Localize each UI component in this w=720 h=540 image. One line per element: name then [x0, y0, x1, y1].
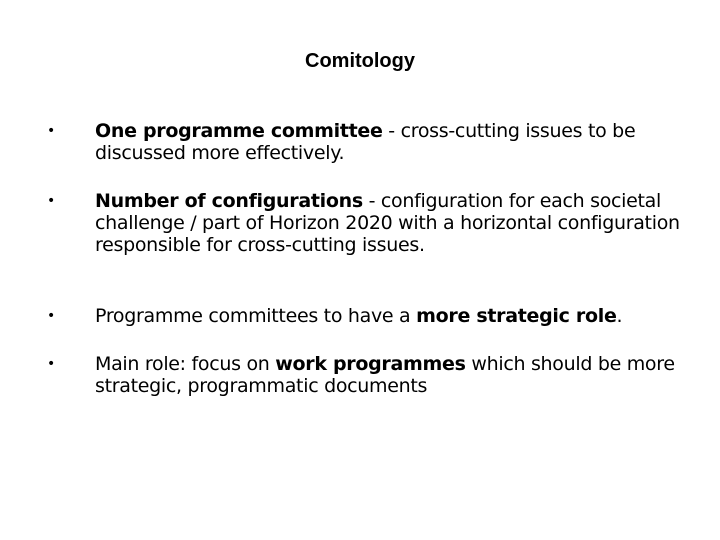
bullet-bold-lead: One programme committee: [95, 120, 383, 142]
bullet-marker: •: [47, 356, 56, 372]
bullet-bold-lead: Number of configurations: [95, 190, 363, 212]
bullet-item-strategic-role: [0, 305, 695, 327]
slide-title-text: Comitology: [305, 50, 415, 72]
slide-title: [0, 50, 720, 73]
bullet-rest: - cross-cutting issues to be discussed more effectively.: [95, 120, 636, 164]
bullet-pre: Main role: focus on: [95, 353, 276, 375]
bullet-item-programme-committee: [0, 120, 695, 164]
bullet-bold: more strategic role: [416, 305, 617, 327]
bullet-text: [95, 305, 695, 327]
bullet-text: [95, 190, 695, 256]
bullet-pre: Programme committees to have a: [95, 305, 417, 327]
bullet-text: [95, 120, 695, 164]
bullet-post: .: [616, 305, 623, 327]
bullet-bold: work programmes: [275, 353, 466, 375]
bullet-marker: •: [47, 123, 56, 139]
bullet-text: [95, 353, 695, 397]
bullet-marker: •: [47, 193, 56, 209]
bullet-rest: - configuration for each societal challenge / part of Horizon 2020 with a horizontal configuration responsible for cross-cutting issues.: [95, 190, 680, 256]
bullet-item-configurations: [0, 190, 695, 256]
bullet-marker: •: [47, 308, 56, 324]
bullet-post: which should be more strategic, programmatic documents: [95, 353, 675, 397]
bullet-item-main-role: [0, 353, 695, 397]
